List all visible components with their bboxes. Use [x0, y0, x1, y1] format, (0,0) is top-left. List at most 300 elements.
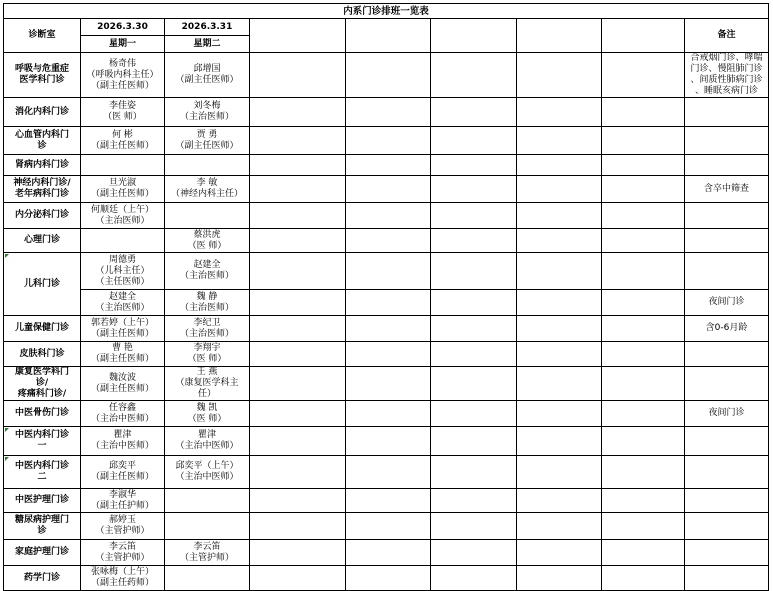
note-cell [685, 456, 769, 489]
doctor-cell-day2-line: 贾 勇 [196, 129, 218, 140]
doctor-cell-day2-line: 李纪卫 [193, 317, 221, 328]
dept-cell [4, 98, 81, 127]
empty-cell [431, 566, 517, 591]
dept-cell-line: 一 [37, 441, 47, 451]
empty-header-cell [250, 19, 346, 53]
doctor-cell-day1 [81, 489, 165, 513]
empty-cell [517, 401, 602, 427]
empty-cell [602, 290, 685, 316]
doctor-cell-day1-line: 郭若婷（上午） [90, 317, 154, 328]
dept-cell-line: 肾病内科门诊 [14, 159, 69, 170]
empty-cell [602, 176, 685, 203]
doctor-cell-day1 [81, 427, 165, 456]
note-cell [685, 401, 769, 427]
note-cell [685, 127, 769, 155]
doctor-cell-day2 [165, 540, 250, 566]
doctor-cell-day2-line: （医 师） [187, 413, 227, 424]
doctor-cell-day1-line: 何顺廷（上午） [90, 204, 154, 215]
empty-cell [346, 513, 431, 540]
doctor-cell-day2-line: 李 敏 [196, 178, 218, 188]
empty-cell [250, 540, 346, 566]
doctor-cell-day1-line: （儿科主任） [95, 265, 150, 276]
empty-cell [250, 53, 346, 98]
doctor-cell-day2 [165, 127, 250, 155]
dept-cell [4, 53, 81, 98]
doctor-cell-day2-line: （神经内科主任） [170, 189, 243, 199]
dept-cell [4, 367, 81, 401]
doctor-cell-day2-line: 蔡洪虎 [193, 229, 221, 240]
empty-cell [517, 98, 602, 127]
empty-cell [431, 401, 517, 427]
table-row [4, 155, 769, 176]
doctor-cell-day1-line: （副主任医师） [90, 354, 154, 364]
empty-cell [517, 316, 602, 342]
doctor-cell-day2-line: （主治医师） [179, 112, 234, 122]
empty-cell [431, 367, 517, 401]
doctor-cell-day1-line: （主管护师） [95, 526, 150, 536]
doctor-cell-day1-line: 李云笛 [108, 541, 136, 552]
doctor-cell-day2-line: 王 燕 [196, 367, 218, 377]
note-cell [685, 566, 769, 591]
empty-cell [346, 155, 431, 176]
empty-cell [602, 489, 685, 513]
empty-cell [346, 127, 431, 155]
empty-cell [517, 540, 602, 566]
table-row [4, 53, 769, 98]
table-title: 内系门诊排班一览表 [4, 4, 769, 19]
table-row [4, 316, 769, 342]
doctor-cell-day1 [81, 98, 165, 127]
empty-cell [602, 53, 685, 98]
note-cell-line: 、睡眠亥病门诊 [694, 86, 758, 96]
empty-cell [431, 342, 517, 367]
note-cell [685, 53, 769, 98]
dept-cell [4, 203, 81, 229]
doctor-cell-day2 [165, 229, 250, 253]
doctor-cell-day1 [81, 401, 165, 427]
doctor-cell-day1 [81, 229, 165, 253]
doctor-cell-day2 [165, 401, 250, 427]
dept-cell-line: 家庭护理门诊 [14, 547, 69, 557]
doctor-cell-day1 [81, 176, 165, 203]
empty-cell [250, 155, 346, 176]
empty-cell [250, 456, 346, 489]
empty-cell [602, 427, 685, 456]
empty-cell [602, 342, 685, 367]
doctor-cell-day1-line: （主治医师） [95, 215, 150, 226]
dept-cell-line: 心理门诊 [23, 235, 60, 245]
empty-cell [602, 155, 685, 176]
doctor-cell-day1-line: （医 师） [103, 112, 142, 122]
dept-cell-line: 内分泌科门诊 [14, 210, 69, 220]
doctor-cell-day1-line: 旦光淑 [108, 178, 136, 188]
empty-cell [346, 316, 431, 342]
table-row [4, 290, 769, 316]
table-row [4, 566, 769, 591]
dept-cell [4, 176, 81, 203]
doctor-cell-day1 [81, 456, 165, 489]
dept-cell [4, 566, 81, 591]
note-cell [685, 342, 769, 367]
doctor-cell-day2 [165, 489, 250, 513]
cell-comment-marker [5, 457, 9, 461]
dept-cell-line: 康复医学科门 [14, 367, 69, 377]
dept-cell-line: 神经内科门诊/ [13, 178, 71, 188]
empty-cell [431, 176, 517, 203]
doctor-cell-day1-line: （主治中医师） [90, 441, 154, 451]
note-cell-line: 合戒烟门诊、哮喘 [690, 53, 763, 63]
empty-cell [346, 566, 431, 591]
doctor-cell-day1-line: （呼吸内科主任） [86, 69, 159, 80]
dept-cell [4, 456, 81, 489]
note-cell-line: 夜间门诊 [708, 408, 745, 418]
table-row [4, 127, 769, 155]
empty-cell [250, 342, 346, 367]
doctor-cell-day2 [165, 53, 250, 98]
doctor-cell-day2-line: （主治中医师） [175, 472, 239, 482]
doctor-cell-day1-line: 邱奕平 [108, 461, 136, 471]
dept-cell-line: 诊 [37, 140, 47, 151]
dept-cell-line: 诊 [37, 526, 47, 536]
table-row [4, 253, 769, 290]
dept-header: 诊断室 [4, 19, 81, 53]
dept-cell [4, 489, 81, 513]
empty-cell [517, 427, 602, 456]
header-row [4, 19, 769, 36]
note-cell [685, 203, 769, 229]
empty-cell [602, 229, 685, 253]
doctor-cell-day2-line: 魏 凯 [196, 402, 218, 413]
empty-cell [517, 367, 602, 401]
empty-cell [431, 229, 517, 253]
table-row [4, 203, 769, 229]
doctor-cell-day1 [81, 253, 165, 290]
empty-cell [346, 456, 431, 489]
doctor-cell-day2-line: 邱奕平（上午） [175, 461, 239, 471]
empty-cell [346, 203, 431, 229]
doctor-cell-day2 [165, 427, 250, 456]
dept-cell [4, 316, 81, 342]
note-cell [685, 176, 769, 203]
table-row [4, 427, 769, 456]
doctor-cell-day1-line: （主治医师） [95, 302, 150, 313]
doctor-cell-day1 [81, 290, 165, 316]
doctor-cell-day2 [165, 456, 250, 489]
empty-cell [431, 290, 517, 316]
doctor-cell-day2-line: （康复医学科主 [175, 378, 239, 388]
empty-cell [346, 53, 431, 98]
doctor-cell-day2-line: 李翔宇 [193, 343, 221, 353]
doctor-cell-day2-line: （主治医师） [179, 328, 234, 339]
dept-cell [4, 427, 81, 456]
empty-cell [602, 456, 685, 489]
empty-cell [517, 155, 602, 176]
empty-cell [250, 427, 346, 456]
empty-cell [517, 127, 602, 155]
empty-cell [602, 98, 685, 127]
doctor-cell-day1-line: 张咏梅（上午） [90, 567, 154, 577]
dept-cell [4, 229, 81, 253]
empty-cell [431, 427, 517, 456]
date-header-2: 2026.3.31 [165, 19, 250, 36]
note-cell [685, 489, 769, 513]
doctor-cell-day2 [165, 290, 250, 316]
note-cell-line: 、间质性肺病门诊 [690, 75, 763, 85]
doctor-cell-day2 [165, 566, 250, 591]
table-row [4, 176, 769, 203]
empty-cell [602, 540, 685, 566]
notes-header: 备注 [685, 19, 769, 53]
doctor-cell-day1-line: 何 彬 [112, 129, 133, 140]
empty-cell [517, 456, 602, 489]
note-cell-line: 门诊、慢阻肺门诊 [690, 64, 763, 74]
empty-cell [602, 253, 685, 290]
empty-cell [517, 513, 602, 540]
empty-cell [346, 229, 431, 253]
empty-cell [602, 203, 685, 229]
empty-cell [431, 98, 517, 127]
doctor-cell-day1-line: （副主任医师） [90, 472, 154, 482]
doctor-cell-day2-line: （副主任医师） [175, 140, 239, 151]
empty-cell [250, 176, 346, 203]
dept-cell-line: 皮肤科门诊 [19, 348, 65, 359]
empty-cell [517, 53, 602, 98]
dept-cell-line: 中医护理门诊 [14, 495, 69, 505]
empty-cell [346, 489, 431, 513]
dept-cell-line: 药学门诊 [23, 572, 60, 583]
empty-cell [250, 367, 346, 401]
empty-cell [431, 513, 517, 540]
doctor-cell-day1-line: 曹 艳 [112, 343, 133, 353]
doctor-cell-day2 [165, 253, 250, 290]
empty-header-cell [431, 19, 517, 53]
doctor-cell-day1-line: 瞿津 [113, 430, 132, 440]
doctor-cell-day2-line: 刘冬梅 [193, 101, 221, 111]
doctor-cell-day1-line: （副主任护师） [90, 500, 154, 511]
note-cell [685, 513, 769, 540]
empty-cell [517, 203, 602, 229]
empty-cell [250, 203, 346, 229]
dept-cell-line: 心血管内科门 [14, 129, 69, 140]
note-cell [685, 427, 769, 456]
doctor-cell-day1-line: 赵建全 [108, 291, 136, 302]
table-row [4, 229, 769, 253]
empty-cell [602, 513, 685, 540]
doctor-cell-day1 [81, 342, 165, 367]
table-row [4, 342, 769, 367]
title-row [4, 4, 769, 19]
doctor-cell-day1-line: （副主任医师） [90, 383, 154, 394]
empty-cell [602, 127, 685, 155]
empty-cell [602, 566, 685, 591]
empty-cell [250, 489, 346, 513]
doctor-cell-day1 [81, 155, 165, 176]
note-cell [685, 290, 769, 316]
empty-cell [517, 342, 602, 367]
doctor-cell-day2-line: 李云笛 [193, 541, 221, 552]
note-cell-line: 含0-6月龄 [705, 323, 748, 333]
empty-cell [346, 540, 431, 566]
dept-cell-line: 中医内科门诊 [14, 430, 69, 440]
doctor-cell-day1 [81, 53, 165, 98]
doctor-cell-day1-line: 杨奇伟 [108, 58, 136, 69]
empty-cell [346, 98, 431, 127]
doctor-cell-day1 [81, 316, 165, 342]
weekday-header-2: 星期二 [165, 36, 250, 53]
note-cell [685, 155, 769, 176]
note-cell [685, 540, 769, 566]
dept-cell-line: 儿童保健门诊 [14, 323, 69, 333]
empty-header-cell [602, 19, 685, 53]
note-cell [685, 367, 769, 401]
dept-cell-line: 呼吸与危重症 [14, 64, 69, 74]
doctor-cell-day2-line: 任） [197, 389, 216, 399]
doctor-cell-day1-line: （主治中医师） [90, 413, 154, 424]
doctor-cell-day2-line: （主管护师） [179, 552, 234, 563]
dept-cell [4, 155, 81, 176]
doctor-cell-day1-line: （副主任药师） [90, 578, 154, 588]
doctor-cell-day1-line: 魏汝波 [108, 372, 136, 383]
doctor-cell-day1 [81, 566, 165, 591]
doctor-cell-day2-line: 赵建全 [193, 260, 221, 270]
dept-cell-line: 二 [37, 472, 47, 482]
date-header-1: 2026.3.30 [81, 19, 165, 36]
dept-cell-line: 儿科门诊 [23, 278, 60, 289]
table-row [4, 513, 769, 540]
doctor-cell-day2-line: （医 师） [187, 354, 227, 364]
dept-cell [4, 401, 81, 427]
dept-cell [4, 342, 81, 367]
doctor-cell-day1 [81, 127, 165, 155]
note-cell [685, 98, 769, 127]
dept-cell-line: 疼痛科门诊/ [17, 389, 67, 399]
dept-cell [4, 127, 81, 155]
empty-cell [431, 540, 517, 566]
empty-cell [431, 127, 517, 155]
empty-cell [346, 253, 431, 290]
doctor-cell-day1-line: （副主任医师） [90, 189, 154, 199]
empty-cell [431, 53, 517, 98]
empty-cell [431, 456, 517, 489]
doctor-cell-day1 [81, 367, 165, 401]
dept-cell-line: 消化内科门诊 [14, 106, 69, 117]
weekday-header-1: 星期一 [81, 36, 165, 53]
empty-cell [517, 176, 602, 203]
dept-cell-line: 医学科门诊 [19, 75, 65, 85]
doctor-cell-day2 [165, 176, 250, 203]
schedule-table [3, 3, 769, 591]
dept-cell [4, 253, 81, 316]
empty-cell [431, 316, 517, 342]
doctor-cell-day2 [165, 316, 250, 342]
doctor-cell-day2 [165, 98, 250, 127]
doctor-cell-day1 [81, 513, 165, 540]
note-cell [685, 229, 769, 253]
doctor-cell-day1-line: （副主任医师） [90, 140, 154, 151]
empty-cell [250, 316, 346, 342]
empty-cell [517, 566, 602, 591]
doctor-cell-day1-line: （主任医师） [95, 276, 150, 287]
empty-cell [517, 489, 602, 513]
empty-cell [431, 489, 517, 513]
dept-cell [4, 513, 81, 540]
empty-cell [431, 253, 517, 290]
doctor-cell-day1-line: （主管护师） [95, 552, 150, 563]
empty-cell [346, 342, 431, 367]
doctor-cell-day1 [81, 540, 165, 566]
doctor-cell-day1-line: （副主任医师） [90, 80, 154, 91]
doctor-cell-day2-line: （副主任医师） [175, 75, 239, 85]
cell-comment-marker [5, 254, 9, 258]
empty-cell [250, 401, 346, 427]
empty-cell [346, 290, 431, 316]
dept-cell-line: 诊/ [35, 378, 49, 388]
doctor-cell-day1-line: 任容鑫 [108, 402, 136, 413]
dept-cell-line: 糖尿病护理门 [14, 515, 69, 525]
table-row [4, 540, 769, 566]
note-cell-line: 含卒中筛查 [703, 183, 749, 194]
doctor-cell-day1 [81, 203, 165, 229]
table-row [4, 367, 769, 401]
empty-cell [250, 513, 346, 540]
doctor-cell-day1-line: （副主任医师） [90, 328, 154, 339]
empty-cell [250, 566, 346, 591]
doctor-cell-day2-line: （主治医师） [179, 302, 234, 313]
empty-cell [517, 290, 602, 316]
empty-cell [346, 176, 431, 203]
table-row [4, 98, 769, 127]
dept-cell [4, 540, 81, 566]
doctor-cell-day2 [165, 513, 250, 540]
empty-cell [517, 253, 602, 290]
dept-cell-line: 中医骨伤门诊 [14, 408, 69, 418]
note-cell [685, 253, 769, 290]
empty-cell [250, 253, 346, 290]
doctor-cell-day2 [165, 367, 250, 401]
doctor-cell-day2-line: 邱增国 [193, 64, 221, 74]
doctor-cell-day2-line: 魏 静 [196, 291, 218, 302]
empty-cell [431, 155, 517, 176]
dept-cell-line: 老年病科门诊 [14, 189, 69, 199]
empty-cell [346, 401, 431, 427]
empty-cell [602, 316, 685, 342]
dept-cell-line: 中医内科门诊 [14, 461, 69, 471]
empty-cell [250, 229, 346, 253]
table-row [4, 489, 769, 513]
empty-cell [250, 290, 346, 316]
empty-cell [431, 203, 517, 229]
note-cell [685, 316, 769, 342]
cell-comment-marker [5, 428, 9, 432]
doctor-cell-day1-line: 郝婷玉 [108, 515, 136, 525]
doctor-cell-day2 [165, 203, 250, 229]
empty-cell [602, 401, 685, 427]
empty-header-cell [346, 19, 431, 53]
doctor-cell-day2-line: （主治中医师） [175, 441, 239, 451]
empty-cell [517, 229, 602, 253]
empty-cell [602, 367, 685, 401]
empty-cell [250, 127, 346, 155]
doctor-cell-day2 [165, 342, 250, 367]
doctor-cell-day2-line: （医 师） [187, 240, 227, 251]
doctor-cell-day1-line: 李佳姿 [108, 101, 136, 111]
empty-cell [346, 367, 431, 401]
doctor-cell-day2-line: 瞿津 [197, 430, 216, 440]
note-cell-line: 夜间门诊 [708, 297, 745, 307]
empty-cell [346, 427, 431, 456]
table-row [4, 456, 769, 489]
empty-header-cell [517, 19, 602, 53]
